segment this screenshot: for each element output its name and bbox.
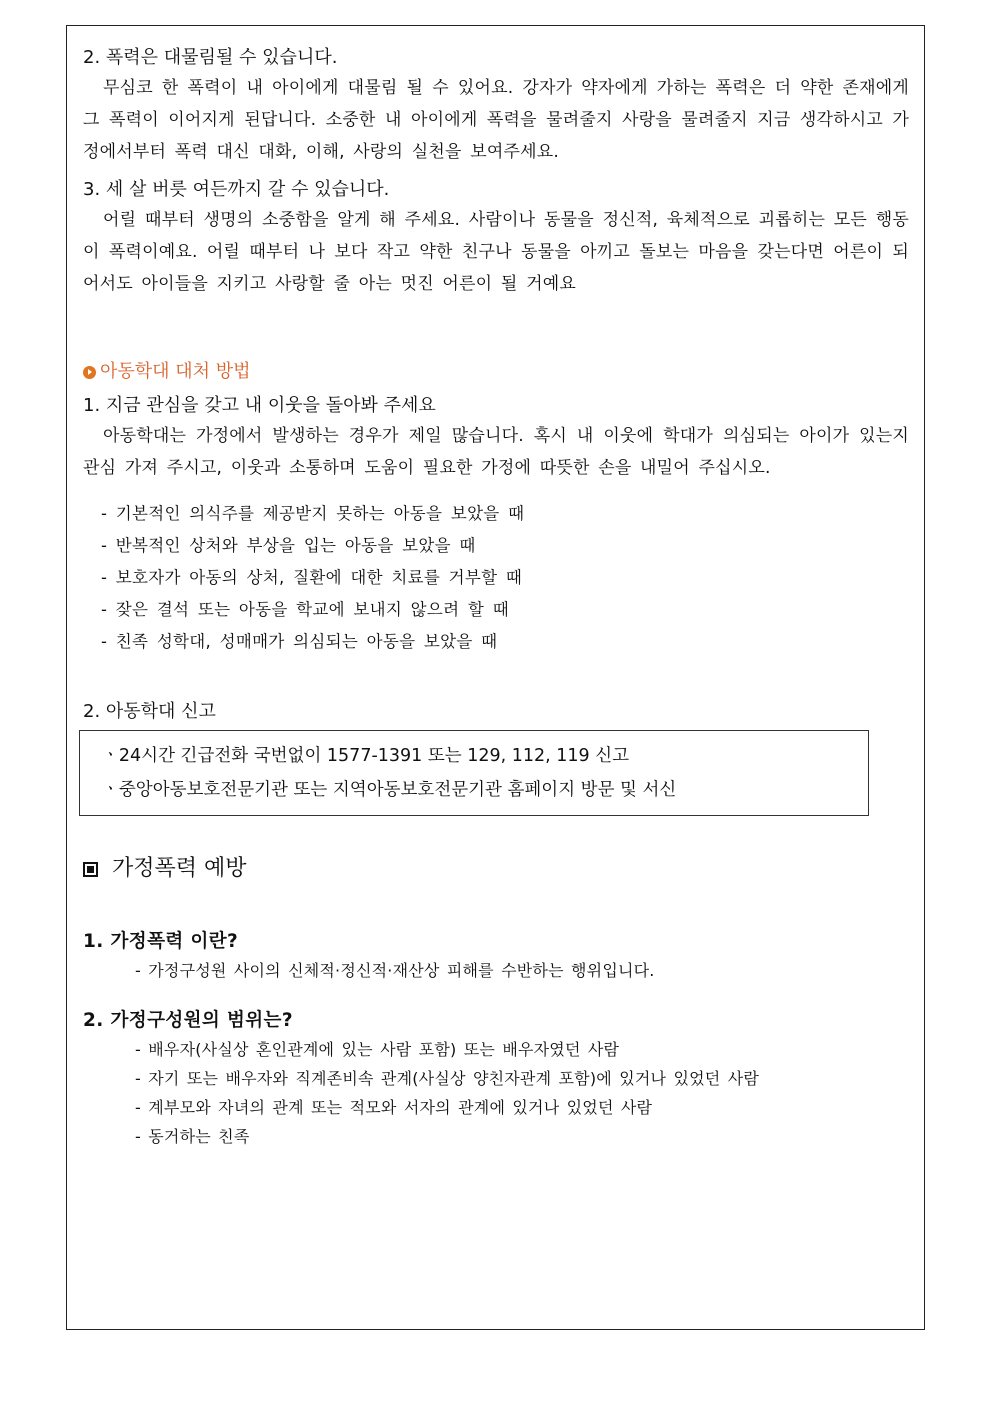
list-item: - 잦은 결석 또는 아동을 학교에 보내지 않으려 할 때 [101,600,509,619]
section-body-violence-inheritance: 무심코 한 폭력이 내 아이에게 대물림 될 수 있어요. 강자가 약자에게 가하는 폭력은 더 약한 존재에게 그 폭력이 이어지게 된답니다. 소중한 내 아이에게 폭력을 물려줄지 사랑을 물려줄지 지금 생각하시고 가정에서부터 폭력 대신 대화, 이해, 사랑의 실천을 보여주세요. [83,78,909,162]
page-frame [66,25,925,1330]
report-info-box [79,730,869,816]
document-content [83,44,909,1151]
domestic-a2-list [135,1035,909,1151]
response-item1-title: 1. 지금 관심을 갖고 내 이웃을 돌아봐 주세요 [83,395,436,416]
domestic-violence-heading [83,854,909,884]
domestic-q1: 1. 가정폭력 이란? [83,931,239,952]
orange-play-bullet-icon [83,366,96,379]
abuse-signs-list [101,498,909,658]
list-item: - 배우자(사실상 혼인관계에 있는 사람 포함) 또는 배우자였던 사람 [135,1040,620,1059]
list-item: - 기본적인 의식주를 제공받지 못하는 아동을 보았을 때 [101,504,525,523]
report-line-hotline: ㆍ24시간 긴급전화 국번없이 1577-1391 또는 129, 112, 119 신고 [102,746,630,766]
filled-square-icon [83,862,98,877]
list-item: - 보호자가 아동의 상처, 질환에 대한 치료를 거부할 때 [101,568,523,587]
list-item: - 동거하는 친족 [135,1127,250,1146]
list-item: - 가정구성원 사이의 신체적·정신적·재산상 피해를 수반하는 행위입니다. [135,961,655,980]
report-line-agencies: ㆍ중앙아동보호전문기관 또는 지역아동보호전문기관 홈페이지 방문 및 서신 [102,780,677,800]
section-title-violence-inheritance: 2. 폭력은 대물림될 수 있습니다. [83,47,338,68]
section-body-habits: 어릴 때부터 생명의 소중함을 알게 해 주세요. 사람이나 동물을 정신적, 육체적으로 괴롭히는 모든 행동이 폭력이예요. 어릴 때부터 나 보다 작고 약한 친구나 동물을 아끼고 돌보는 마음을 갖는다면 어른이 되어서도 아이들을 지키고 사랑할 줄 아는 멋진 어른이 될 거예요 [83,210,909,294]
list-item: - 친족 성학대, 성매매가 의심되는 아동을 보았을 때 [101,632,498,651]
section-title-habits: 3. 세 살 버릇 여든까지 갈 수 있습니다. [83,179,390,200]
response-item1-body: 아동학대는 가정에서 발생하는 경우가 제일 많습니다. 혹시 내 이웃에 학대가 의심되는 아이가 있는지 관심 가져 주시고, 이웃과 소통하며 도움이 필요한 가정에 따뜻한 손을 내밀어 주십시오. [83,426,909,478]
list-item: - 자기 또는 배우자와 직계존비속 관계(사실상 양친자관계 포함)에 있거나 있었던 사람 [135,1069,760,1088]
domestic-violence-heading-text: 가정폭력 예방 [112,856,247,881]
list-item: - 계부모와 자녀의 관계 또는 적모와 서자의 관계에 있거나 있었던 사람 [135,1098,653,1117]
child-abuse-response-heading-text: 아동학대 대처 방법 [100,361,251,382]
child-abuse-response-heading [83,358,909,386]
domestic-q2: 2. 가정구성원의 범위는? [83,1010,293,1031]
domestic-a1-list [135,956,909,985]
response-item2-title: 2. 아동학대 신고 [83,701,216,722]
list-item: - 반복적인 상처와 부상을 입는 아동을 보았을 때 [101,536,476,555]
